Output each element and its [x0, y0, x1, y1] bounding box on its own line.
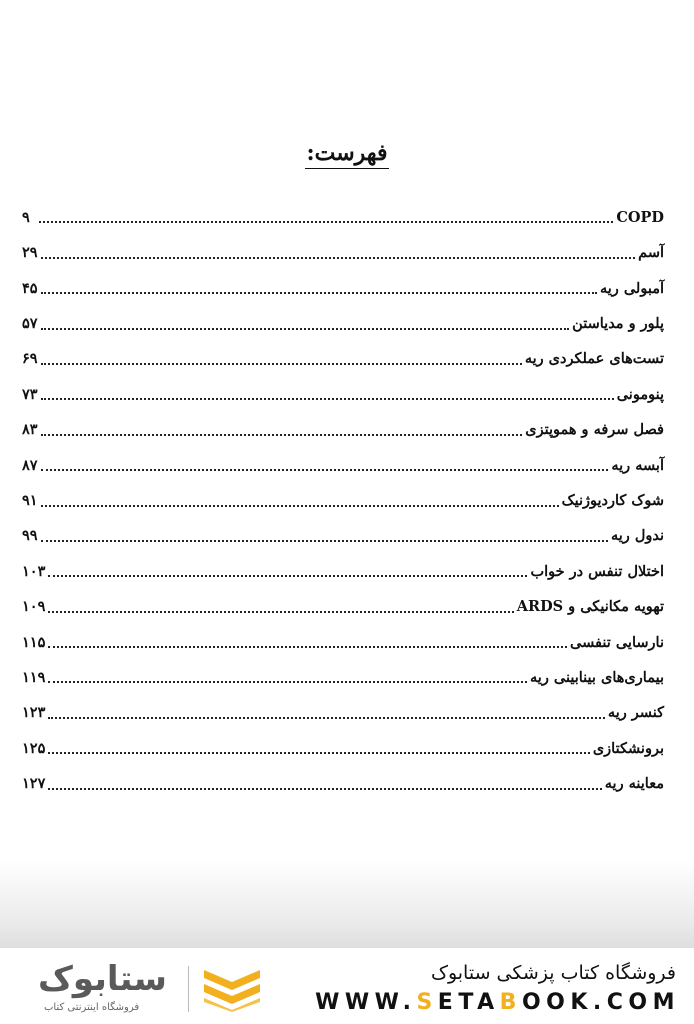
dot-leader	[41, 363, 522, 365]
dot-leader	[41, 540, 608, 542]
toc-entry-title: تهویه مکانیکی و ARDS	[516, 598, 664, 616]
dot-leader	[48, 681, 527, 683]
toc-entry-title: شوک کاردیوژنیک	[561, 492, 664, 510]
toc-page-number: ۱۰۹	[22, 598, 46, 616]
toc-row[interactable]	[22, 625, 664, 660]
toc-entry-title: ندول ریه	[610, 527, 664, 545]
title-text: فهرست:	[305, 140, 390, 169]
toc-row[interactable]	[22, 519, 664, 554]
book-stack-icon	[200, 964, 264, 1012]
dot-leader	[48, 752, 589, 754]
toc-page-number: ۹	[22, 208, 30, 226]
dot-leader	[41, 292, 597, 294]
url-part: WWW.	[315, 990, 417, 1015]
toc-entry-title: بیماری‌های بینابینی ریه	[530, 668, 664, 686]
toc-row[interactable]	[22, 766, 664, 801]
store-footer	[0, 948, 694, 1024]
toc-page-number: ۱۱۹	[22, 668, 46, 686]
toc-entry-title: معاینه ریه	[604, 775, 664, 793]
toc-page-number: ۵۷	[22, 315, 38, 333]
toc-entry-title: نارسایی تنفسی	[570, 633, 664, 651]
dot-leader	[48, 646, 567, 648]
toc-entry-title: فصل سرفه و هموپتزی	[525, 421, 664, 439]
page-shadow	[0, 860, 694, 948]
toc-row[interactable]	[22, 377, 664, 412]
toc-page-number: ۱۲۳	[22, 704, 46, 722]
page-title	[0, 140, 694, 166]
store-url[interactable]	[315, 990, 680, 1015]
dot-leader	[41, 398, 614, 400]
toc-page-number: ۱۲۵	[22, 739, 46, 757]
toc-page-number: ۴۵	[22, 279, 38, 297]
table-of-contents	[22, 200, 664, 802]
toc-row[interactable]	[22, 695, 664, 730]
url-part: ETA	[437, 990, 500, 1015]
toc-entry-title: پنومونی	[616, 385, 664, 403]
dot-leader	[48, 788, 601, 790]
toc-entry-title: کنسر ریه	[607, 704, 664, 722]
logo-tagline: فروشگاه اینترنتی کتاب	[44, 1002, 140, 1013]
toc-row[interactable]	[22, 483, 664, 518]
toc-row[interactable]	[22, 235, 664, 270]
dot-leader	[41, 434, 523, 436]
toc-page-number: ۶۹	[22, 350, 38, 368]
toc-row[interactable]	[22, 306, 664, 341]
toc-entry-title: اختلال تنفس در خواب	[530, 562, 664, 580]
url-part: OOK.COM	[521, 990, 680, 1015]
dot-leader	[41, 505, 559, 507]
toc-row[interactable]	[22, 200, 664, 235]
dot-leader	[39, 221, 613, 223]
dot-leader	[48, 575, 527, 577]
toc-row[interactable]	[22, 554, 664, 589]
dot-leader	[48, 611, 513, 613]
toc-entry-title: آمبولی ریه	[599, 279, 664, 297]
toc-entry-title: برونشکتازی	[592, 739, 664, 757]
toc-page-number: ۱۲۷	[22, 775, 46, 793]
store-name: فروشگاه کتاب پزشکی ستابوک	[430, 962, 676, 984]
toc-page-number: ۷۳	[22, 385, 38, 403]
toc-page-number: ۸۷	[22, 456, 38, 474]
toc-entry-title: COPD	[616, 208, 664, 226]
toc-row[interactable]	[22, 731, 664, 766]
dot-leader	[41, 257, 636, 259]
toc-page-number: ۲۹	[22, 244, 38, 262]
logo-wordmark: ستابوک	[38, 959, 167, 999]
dot-leader	[48, 717, 605, 719]
toc-page-number: ۹۱	[22, 492, 38, 510]
toc-entry-title: آسم	[638, 244, 664, 262]
dot-leader	[41, 469, 609, 471]
toc-entry-title: پلور و مدیاستن	[572, 315, 664, 333]
toc-row[interactable]	[22, 342, 664, 377]
toc-row[interactable]	[22, 448, 664, 483]
url-accent: B	[499, 990, 522, 1015]
toc-page-number: ۹۹	[22, 527, 38, 545]
toc-page-number: ۱۰۳	[22, 562, 46, 580]
toc-row[interactable]	[22, 412, 664, 447]
toc-entry-title: آبسه ریه	[611, 456, 664, 474]
toc-page-number: ۸۳	[22, 421, 38, 439]
dot-leader	[41, 328, 570, 330]
toc-page-number: ۱۱۵	[22, 633, 46, 651]
toc-row[interactable]	[22, 660, 664, 695]
url-accent: S	[416, 990, 438, 1015]
logo-divider	[188, 966, 189, 1012]
toc-row[interactable]	[22, 271, 664, 306]
setabook-logo	[28, 959, 268, 1018]
toc-entry-title: تست‌های عملکردی ریه	[524, 350, 664, 368]
toc-row[interactable]	[22, 589, 664, 624]
